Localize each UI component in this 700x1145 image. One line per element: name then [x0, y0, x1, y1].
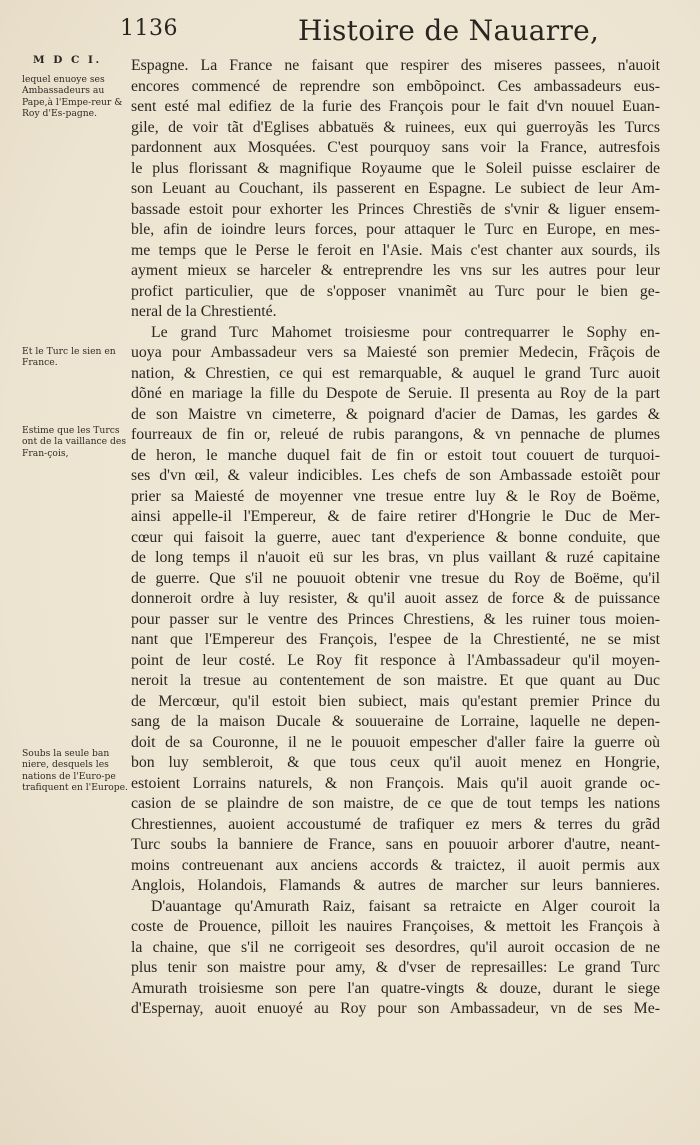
text-line: de heron, le manche duquel fait de fin or estoit tout couuert de turquoi-: [131, 446, 660, 464]
text-line: plus tenir son maistre pour amy, & d'vser de represailles: Le grand Turc: [131, 959, 660, 976]
text-line: doit de sa Couronne, il ne le pouuoit empescher d'aller faire la guerre où: [131, 733, 660, 751]
margin-note: Soubs la seule ban niere, desquels les nations de l'Euro-pe trafiquent en l'Europe.: [22, 748, 128, 793]
text-line: de long temps il n'auoit eü sur les bras, vn plus vaillant & ruzé capitaine: [131, 549, 660, 566]
text-line: de guerre. Que s'il ne pouuoit obtenir vne tresue du Roy de Boëme, qu'il: [131, 569, 660, 587]
text-line: ayment mieux se harceler & entreprendre les vns sur les autres pour leur: [131, 262, 660, 279]
text-line: bassade estoit pour exhorter les Princes Chrestiẽs de s'vnir & liguer ensem-: [131, 200, 660, 218]
text-line: profict particulier, que de s'opposer vnanimẽt au Turc pour le bien ge-: [131, 282, 660, 300]
text-line: cœur qui faisoit la guerre, auec tant d'experience & bonne conduite, que: [131, 528, 660, 546]
margin-note: Et le Turc le sien en France.: [22, 346, 116, 369]
text-line: son Leuant au Couchant, ils passerent en Espagne. Le subiect de leur Am-: [131, 180, 660, 197]
text-line: ses d'vn œil, & valeur indicibles. Les chefs de son Ambassade estoiẽt pour: [131, 467, 660, 484]
running-title: Histoire de Nauarre,: [298, 14, 600, 47]
text-line: Turc soubs la banniere de France, sans en pouuoir arborer d'autre, neant-: [131, 836, 660, 853]
text-line: dõné en mariage la fille du Despote de Seruie. Il presenta au Roy de la part: [131, 385, 660, 402]
text-line: sang de la maison Ducale & souueraine de Lorraine, laquelle ne depen-: [131, 713, 660, 730]
text-line: pour passer sur le ventre des Princes Chrestiens, & les ruiner tous moien-: [131, 610, 660, 628]
text-line: Le grand Turc Mahomet troisiesme pour contrequarrer le Sophy en-: [151, 323, 660, 341]
text-line: ble, afin de ioindre leurs forces, pour attaquer le Turc en Europe, en mes-: [131, 221, 660, 238]
text-line: le plus florissant & magnifique Royaume que le Soleil puisse esclairer de: [131, 159, 660, 177]
text-line: sent esté mal edifiez de la furie des François pour le fait d'vn nouuel Euan-: [131, 98, 660, 115]
text-line: coste de Prouence, pilloit les nauires Françoises, & mettoit les François à: [131, 918, 660, 935]
text-line: donneroit ordre à luy resister, & qu'il auoit assez de force & de puissance: [131, 590, 660, 607]
text-line: moins contreuenant aux anciens accords & traictez, il auoit permis aux: [131, 856, 660, 874]
text-line: neroit la tresue au contentement de son maistre. Et que quant au Duc: [131, 672, 660, 689]
text-line: uoya pour Ambassadeur vers sa Maiesté son premier Medecin, Frãçois de: [131, 344, 660, 361]
text-line: Anglois, Holandois, Flamands & autres de marcher sur leurs bannieres.: [131, 877, 660, 894]
text-line: gile, de voir tãt d'Eglises abbatuës & ruinees, eux qui guerroyãs les Turcs: [131, 118, 660, 136]
text-line: me temps que le Perse le feroit en l'Asie. Mais c'est chanter aux sourds, ils: [131, 241, 660, 259]
text-line: de Mercœur, qu'il estoit bien subiect, mais qu'estant premier Prince du: [131, 692, 660, 710]
body-text: [131, 56, 660, 1020]
text-line: Espagne. La France ne faisant que respirer des miseres passees, n'auoit: [131, 57, 660, 74]
text-line: ainsi appelle-il l'Empereur, & de faire retirer d'Hongrie le Duc de Mer-: [131, 508, 660, 525]
text-line: neral de la Chrestienté.: [131, 303, 277, 320]
page-number: 1136: [120, 16, 178, 41]
text-line: pardonnent aux Mosquées. C'est pourquoy sans voir la France, autresfois: [131, 139, 660, 156]
text-line: encores commencé de reprendre son embõpoinct. Ces ambassadeurs eus-: [131, 77, 660, 95]
text-line: de son Maistre vn cimeterre, & poignard d'acier de Damas, les gardes &: [131, 405, 660, 423]
text-line: nation, & Chrestien, ce qui est remarquable, & auquel le grand Turc auoit: [131, 364, 660, 382]
text-line: nant que l'Empereur des François, l'espee de la Chrestienté, ne se mist: [131, 631, 660, 648]
margin-note: Estime que les Turcs ont de la vaillance des Fran-çois,: [22, 425, 127, 459]
text-line: fourreaux de fin or, releué de rubis parangons, & vn pennache de plumes: [131, 426, 660, 443]
text-line: point de leur costé. Le Roy fit responce à l'Ambassadeur qu'il moyen-: [131, 651, 660, 669]
text-line: casion de se plaindre de son maistre, de ce que de tout temps les nations: [131, 795, 660, 812]
text-line: estoient Lorrains naturels, & non François. Mais qu'il auoit grande oc-: [131, 774, 660, 792]
text-line: D'auantage qu'Amurath Raiz, faisant sa retraicte en Alger couroit la: [151, 897, 660, 915]
text-line: Amurath troisiesme son pere l'an quatre-vingts & douze, durant le siege: [131, 979, 660, 997]
text-line: bon luy sembleroit, & que tous ceux qu'il auoit menez en Hongrie,: [131, 754, 660, 771]
text-line: la chaine, que s'il ne corrigeoit ses desordres, qu'il auroit occasion de ne: [131, 938, 660, 956]
margin-note: lequel enuoye ses Ambassadeurs au Pape,à l'Empe-reur & Roy d'Es-pagne.: [22, 74, 123, 119]
text-line: d'Espernay, auoit enuoyé au Roy pour son Ambassadeur, vn de ses Me-: [131, 1000, 660, 1017]
year-marker: M D C I.: [33, 54, 102, 66]
text-line: prier sa Maiesté de moyenner vne tresue entre luy & le Roy de Boëme,: [131, 487, 660, 505]
text-line: Chrestiennes, auoient accoustumé de trafiquer ez mers & terres du grãd: [131, 815, 660, 833]
page-header: [0, 14, 700, 54]
